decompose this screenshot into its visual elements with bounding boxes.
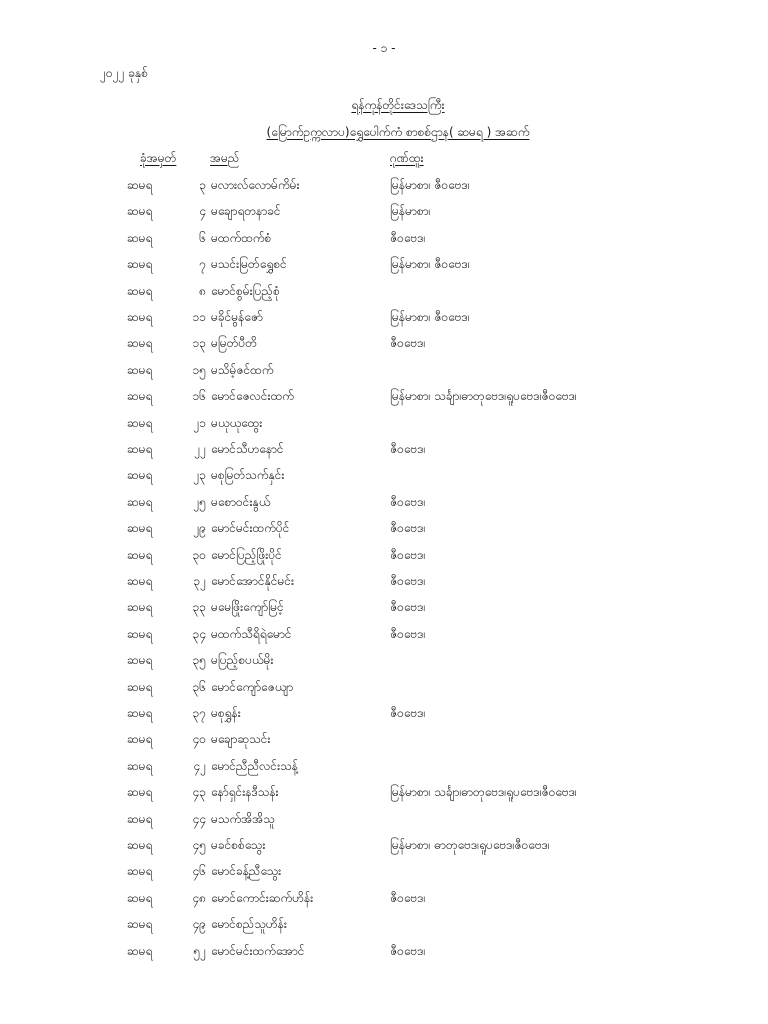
- distinction: ဇီဝဗေဒ၊: [390, 600, 426, 615]
- table-row: [0, 890, 768, 906]
- seat-number: ၂၃: [193, 468, 206, 483]
- page-number: - ၁ -: [372, 41, 396, 55]
- seat-prefix: ဆမရ: [127, 257, 153, 272]
- seat-prefix: ဆမရ: [127, 442, 153, 456]
- seat-number: ၄၉: [192, 917, 206, 932]
- seat-number: ၃၇: [192, 706, 206, 720]
- table-row: [0, 863, 768, 879]
- candidate-name: မခင်စစ်သွေး: [211, 838, 266, 852]
- distinction: ဇီဝဗေဒ၊: [390, 706, 426, 720]
- seat-number: ၂၂: [194, 442, 206, 456]
- candidate-name: မထက်သီရိရဲမောင်: [211, 626, 292, 641]
- candidate-name: မမြတ်ပီတိ: [211, 336, 257, 351]
- distinction: ဇီဝဗေဒ၊: [390, 494, 426, 509]
- candidate-name: မစုရွှန်း: [211, 706, 241, 720]
- seat-number: ၁၆: [192, 389, 206, 404]
- seat-number: ၄၀: [192, 732, 206, 747]
- table-row: [0, 520, 768, 536]
- table-row: [0, 837, 768, 853]
- seat-number: ၈: [199, 283, 206, 298]
- distinction: ဇီဝဗေဒ၊: [390, 336, 426, 351]
- table-row: [0, 362, 768, 378]
- seat-number: ၁၃: [192, 336, 206, 351]
- seat-number: ၄၈: [192, 890, 206, 905]
- table-row: [0, 599, 768, 615]
- seat-prefix: ဆမရ: [127, 758, 153, 773]
- seat-prefix: ဆမရ: [127, 230, 153, 245]
- distinction: မြန်မာစာ၊ ဇီဝဗေဒ၊: [390, 310, 470, 324]
- table-row: [0, 388, 768, 404]
- seat-number: ၄၃: [192, 785, 206, 800]
- table-row: [0, 230, 768, 246]
- table-row: [0, 758, 768, 774]
- candidate-name: မထက်ထက်စံ: [211, 230, 272, 245]
- distinction: မြန်မာစာ၊: [390, 204, 431, 219]
- seat-prefix: ဆမရ: [127, 415, 153, 430]
- seat-number: ၄၆: [192, 864, 206, 879]
- table-row: [0, 203, 768, 219]
- distinction: မြန်မာစာ၊ ဓာတုဗေဒ၊ရူပဗေဒ၊ဇီဝဗေဒ၊: [390, 838, 550, 852]
- seat-prefix: ဆမရ: [127, 310, 153, 324]
- distinction: ဇီဝဗေဒ၊: [390, 626, 426, 641]
- seat-prefix: ဆမရ: [127, 494, 153, 509]
- table-row: [0, 177, 768, 193]
- candidate-name: မသက်အိအိသူ: [211, 811, 275, 826]
- title-exam-center: (မြောက်ဥက္ကလာပ)ရွှေပေါက်ကံ စာစစ်ဌာန( ဆမရ ) အဆက်: [266, 125, 530, 139]
- column-header-name: အမည်: [210, 151, 240, 165]
- table-row: [0, 943, 768, 959]
- seat-number: ၁၅: [192, 362, 206, 377]
- table-row: [0, 467, 768, 483]
- candidate-name: မချောရတနာခင်: [211, 204, 281, 219]
- seat-prefix: ဆမရ: [127, 362, 153, 377]
- candidate-name: မောင်ညီညီလင်းသန့်: [211, 758, 298, 773]
- distinction: မြန်မာစာ၊ ဇီဝဗေဒ၊: [390, 178, 470, 192]
- year-label: ၂၀၂၂ ခုနှစ်: [100, 66, 148, 80]
- candidate-name: မောင်ကောင်းဆက်ဟိန်း: [211, 890, 314, 905]
- candidate-name: မမေဖြိုးကျော်မြင့်: [211, 600, 284, 615]
- table-row: [0, 626, 768, 642]
- candidate-name: မစောဝင်းနွယ်: [211, 494, 271, 509]
- table-row: [0, 415, 768, 431]
- table-row: [0, 494, 768, 510]
- column-header-distinction: ဂုဏ်ထူး: [390, 151, 424, 165]
- seat-prefix: ဆမရ: [127, 283, 153, 298]
- seat-prefix: ဆမရ: [127, 521, 153, 536]
- seat-number: ၂၁: [193, 415, 206, 430]
- seat-number: ၄၄: [192, 811, 206, 826]
- column-header-seat-number: ခုံအမှတ်: [140, 151, 177, 165]
- seat-prefix: ဆမရ: [127, 732, 153, 747]
- seat-number: ၁၁: [192, 310, 206, 324]
- candidate-name: မောင်စည်သူဟိန်း: [211, 917, 287, 932]
- seat-prefix: ဆမရ: [127, 204, 153, 219]
- table-row: [0, 256, 768, 272]
- candidate-name: မခိုင်မွန်ဇော်: [211, 310, 263, 324]
- table-row: [0, 573, 768, 589]
- seat-number: ၃၀: [192, 547, 206, 562]
- seat-number: ၂၅: [193, 494, 206, 509]
- seat-number: ၄: [199, 204, 206, 219]
- seat-number: ၃၃: [192, 600, 206, 615]
- distinction: မြန်မာစာ၊ သင်္ချာ၊ဓာတုဗေဒ၊ရူပဗေဒ၊ဇီဝဗေဒ၊: [390, 785, 577, 800]
- seat-prefix: ဆမရ: [127, 838, 153, 852]
- distinction: မြန်မာစာ၊ သင်္ချာ၊ဓာတုဗေဒ၊ရူပဗေဒ၊ဇီဝဗေဒ၊: [390, 389, 577, 404]
- seat-number: ၃၄: [192, 626, 206, 641]
- seat-number: ၃: [199, 178, 206, 192]
- seat-number: ၄၅: [192, 838, 206, 852]
- distinction: ဇီဝဗေဒ၊: [390, 943, 426, 958]
- table-row: [0, 441, 768, 457]
- seat-prefix: ဆမရ: [127, 890, 153, 905]
- candidate-name: မသိမ့်ဇင်ထက်: [211, 362, 274, 377]
- candidate-name: မပြည့်စပယ်မိုး: [211, 653, 274, 668]
- candidate-name: မောင်ခန့်ညီသွေး: [211, 864, 282, 879]
- candidate-name: မောင်ကျော်ဇေယျာ: [211, 679, 294, 694]
- candidate-name: မောင်အောင်နိုင်မင်း: [211, 574, 295, 588]
- distinction: ဇီဝဗေဒ၊: [390, 890, 426, 905]
- table-row: [0, 784, 768, 800]
- candidate-name: မောင်သီဟနောင်: [211, 442, 284, 456]
- candidate-name: မောင်မင်းထက်ပိုင်: [211, 521, 290, 536]
- candidate-name: မယုယုထွေး: [211, 415, 263, 430]
- table-row: [0, 335, 768, 351]
- seat-number: ၄၂: [193, 758, 206, 773]
- table-row: [0, 309, 768, 325]
- distinction: ဇီဝဗေဒ၊: [390, 521, 426, 536]
- distinction: ဇီဝဗေဒ၊: [390, 442, 426, 456]
- seat-prefix: ဆမရ: [127, 336, 153, 351]
- table-row: [0, 811, 768, 827]
- distinction: ဇီဝဗေဒ၊: [390, 574, 426, 588]
- candidate-name: မချောဆုသင်း: [211, 732, 271, 747]
- table-row: [0, 679, 768, 695]
- seat-prefix: ဆမရ: [127, 600, 153, 615]
- seat-prefix: ဆမရ: [127, 626, 153, 641]
- candidate-name: မလားလ်လောမ်ကိမ်း: [211, 178, 300, 192]
- seat-number: ၃၅: [192, 653, 206, 668]
- distinction: ဇီဝဗေဒ၊: [390, 230, 426, 245]
- table-row: [0, 547, 768, 563]
- seat-prefix: ဆမရ: [127, 653, 153, 668]
- seat-number: ၂၉: [193, 521, 206, 536]
- table-row: [0, 916, 768, 932]
- seat-prefix: ဆမရ: [127, 785, 153, 800]
- seat-number: ၃၂: [193, 574, 206, 588]
- seat-prefix: ဆမရ: [127, 679, 153, 694]
- candidate-name: မောင်မင်းထက်အောင်: [211, 943, 305, 958]
- table-row: [0, 652, 768, 668]
- seat-prefix: ဆမရ: [127, 917, 153, 932]
- title-region: ရန်ကုန်တိုင်းဒေသကြီး: [351, 98, 445, 112]
- candidate-name: နော်ရှင်းနဒီသန်း: [211, 785, 279, 800]
- candidate-name: မောင်ပြည့်ဖြိုးပိုင်: [211, 547, 282, 562]
- seat-prefix: ဆမရ: [127, 574, 153, 588]
- seat-prefix: ဆမရ: [127, 811, 153, 826]
- seat-prefix: ဆမရ: [127, 389, 153, 404]
- seat-number: ၇: [199, 257, 206, 272]
- seat-prefix: ဆမရ: [127, 864, 153, 879]
- distinction: မြန်မာစာ၊ ဇီဝဗေဒ၊: [390, 257, 470, 272]
- table-row: [0, 283, 768, 299]
- candidate-name: မသင်းမြတ်ရွှေစင်: [211, 257, 287, 272]
- seat-prefix: ဆမရ: [127, 178, 153, 192]
- seat-prefix: ဆမရ: [127, 468, 153, 483]
- candidate-name: မောင်ဇေလင်းထက်: [211, 389, 294, 404]
- seat-number: ၃၆: [192, 679, 206, 694]
- seat-number: ၅၂: [193, 943, 206, 958]
- table-row: [0, 705, 768, 721]
- candidate-name: မောင်စွမ်းပြည့်စုံ: [211, 283, 280, 298]
- seat-prefix: ဆမရ: [127, 706, 153, 720]
- distinction: ဇီဝဗေဒ၊: [390, 547, 426, 562]
- seat-prefix: ဆမရ: [127, 943, 153, 958]
- table-row: [0, 731, 768, 747]
- candidate-name: မစုမြတ်သက်နှင်း: [211, 468, 285, 483]
- seat-prefix: ဆမရ: [127, 547, 153, 562]
- seat-number: ၆: [199, 230, 206, 245]
